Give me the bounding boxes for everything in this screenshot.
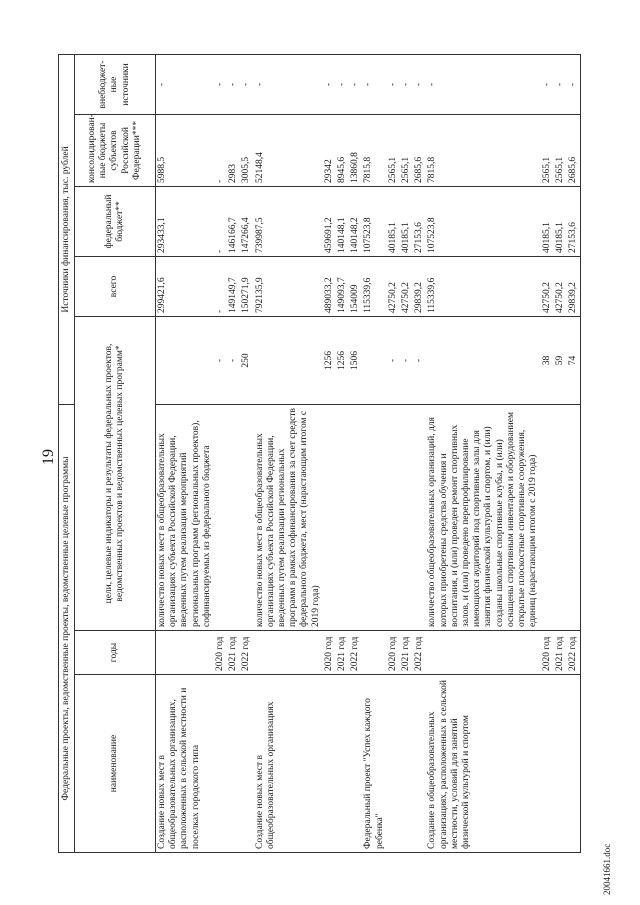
row-indicator-value xyxy=(426,316,540,404)
row-total: 489033,2 xyxy=(323,256,336,316)
row-federal: 40185,1 xyxy=(400,186,413,256)
row-indicator-value: - xyxy=(387,316,400,404)
row-goal xyxy=(214,404,227,630)
row-consolidated: 7815,8 xyxy=(426,114,540,186)
row-goal: количество общеобразовательных организаций, для которых приобретены средства обучения и воспитания, и (или) проведен ремонт спортивных залов, и (или) проведено перепрофилирование имеющихся аудиторий под спортивные залы для занятия физической культурой и спортом, и (или) созданы школьные спортивные клубы, и (или) оснащены спортивным инвентарем и оборудованием открытые плоскостные спортивные сооружения, единиц (нарастающим итогом с 2019 года) xyxy=(426,404,540,630)
row-total: 149149,7 xyxy=(227,256,240,316)
row-year: 2022 год xyxy=(240,631,253,675)
row-federal: 140148,2 xyxy=(349,186,362,256)
header-consolidated: консолидирован-ные бюджеты субъектов Российской Федерации*** xyxy=(75,114,156,186)
header-sources-group: Источники финансирования, тыс. рублей xyxy=(59,54,75,404)
row-name xyxy=(554,675,567,853)
row-federal: 459691,2 xyxy=(323,186,336,256)
row-extra: - xyxy=(400,54,413,114)
row-extra: - xyxy=(426,54,540,114)
row-total: 29839,2 xyxy=(413,256,426,316)
row-consolidated: 2565,1 xyxy=(387,114,400,186)
row-name xyxy=(323,675,336,853)
row-goal xyxy=(567,404,581,630)
row-extra: - xyxy=(387,54,400,114)
row-goal xyxy=(227,404,240,630)
row-year: 2022 год xyxy=(413,631,426,675)
row-goal xyxy=(349,404,362,630)
table-row xyxy=(554,54,567,852)
row-goal xyxy=(541,404,554,630)
table-row xyxy=(541,54,554,852)
row-consolidated: 2685,6 xyxy=(413,114,426,186)
row-federal: 146166,7 xyxy=(227,186,240,256)
row-name xyxy=(387,675,400,853)
row-goal: количество новых мест в общеобразовательных организациях субъекта Российской Федерации, введенных путем реализации мероприятий региональных программ (региональных проектов), софинансируемых из федерального бюджета xyxy=(156,404,215,630)
row-name xyxy=(214,675,227,853)
row-consolidated: 29342 xyxy=(323,114,336,186)
row-year: 2022 год xyxy=(349,631,362,675)
row-year xyxy=(254,631,323,675)
row-goal xyxy=(413,404,426,630)
row-indicator-value: 1256 xyxy=(323,316,336,404)
row-consolidated: 5988,5 xyxy=(156,114,215,186)
table-row xyxy=(400,54,413,852)
row-indicator-value xyxy=(254,316,323,404)
table-row xyxy=(426,54,540,852)
row-extra: - xyxy=(413,54,426,114)
row-total: - xyxy=(214,256,227,316)
row-goal xyxy=(400,404,413,630)
row-year: 2021 год xyxy=(400,631,413,675)
row-federal: 27153,6 xyxy=(413,186,426,256)
header-total: всего xyxy=(75,256,156,316)
row-extra: - xyxy=(323,54,336,114)
row-total: 42750,2 xyxy=(387,256,400,316)
table-row xyxy=(214,54,227,852)
row-total: 29839,2 xyxy=(567,256,581,316)
header-years: годы xyxy=(75,631,156,675)
row-total: 792135,9 xyxy=(254,256,323,316)
row-total: 115339,6 xyxy=(426,256,540,316)
row-year: 2020 год xyxy=(323,631,336,675)
row-year xyxy=(426,631,540,675)
row-year xyxy=(156,631,215,675)
row-year: 2021 год xyxy=(227,631,240,675)
row-extra: - xyxy=(254,54,323,114)
row-indicator-value: 1256 xyxy=(336,316,349,404)
row-consolidated: 7815,8 xyxy=(362,114,386,186)
row-year: 2022 год xyxy=(567,631,581,675)
row-goal xyxy=(323,404,336,630)
table-row xyxy=(387,54,400,852)
row-total: 42750,2 xyxy=(541,256,554,316)
row-extra: - xyxy=(240,54,253,114)
row-indicator-value xyxy=(156,316,215,404)
row-federal: 293433,1 xyxy=(156,186,215,256)
row-extra: - xyxy=(227,54,240,114)
row-name xyxy=(240,675,253,853)
row-federal: 40185,1 xyxy=(554,186,567,256)
row-total: 150271,9 xyxy=(240,256,253,316)
table-row xyxy=(567,54,581,852)
row-consolidated: 13860,8 xyxy=(349,114,362,186)
header-federal: федеральный бюджет** xyxy=(75,186,156,256)
row-goal xyxy=(554,404,567,630)
row-year: 2021 год xyxy=(336,631,349,675)
row-total: 115339,6 xyxy=(362,256,386,316)
row-total: 299421,6 xyxy=(156,256,215,316)
row-year: 2020 год xyxy=(541,631,554,675)
row-extra: - xyxy=(567,54,581,114)
table-row xyxy=(254,54,323,852)
row-indicator-value: 250 xyxy=(240,316,253,404)
row-consolidated: 8945,6 xyxy=(336,114,349,186)
row-year xyxy=(362,631,386,675)
row-federal: 40185,1 xyxy=(541,186,554,256)
table-row xyxy=(240,54,253,852)
row-extra: - xyxy=(349,54,362,114)
row-total: 149093,7 xyxy=(336,256,349,316)
row-total: 154009 xyxy=(349,256,362,316)
row-year: 2020 год xyxy=(387,631,400,675)
row-name: Создание новых мест в общеобразовательных организациях, расположенных в сельской местности и поселках городского типа xyxy=(156,675,215,853)
row-consolidated: 2685,6 xyxy=(567,114,581,186)
header-goals: цели, целевые индикаторы и результаты федеральных проектов, ведомственных проектов и ведомственных целевых программ* xyxy=(75,316,156,630)
page-number: 19 xyxy=(40,449,57,465)
row-consolidated: 2565,1 xyxy=(554,114,567,186)
row-name xyxy=(541,675,554,853)
row-extra: - xyxy=(214,54,227,114)
row-name: Федеральный проект "Успех каждого ребенка" xyxy=(362,675,386,853)
row-extra: - xyxy=(336,54,349,114)
row-total: 42750,2 xyxy=(400,256,413,316)
table-row xyxy=(362,54,386,852)
row-federal: - xyxy=(214,186,227,256)
header-extra: внебюджет-ные источники xyxy=(75,54,156,114)
row-extra: - xyxy=(541,54,554,114)
row-federal: 140148,1 xyxy=(336,186,349,256)
row-indicator-value: - xyxy=(214,316,227,404)
table-row xyxy=(156,54,215,852)
row-indicator-value: - xyxy=(413,316,426,404)
row-federal: 107523,8 xyxy=(362,186,386,256)
table-row xyxy=(323,54,336,852)
row-extra: - xyxy=(554,54,567,114)
table-row xyxy=(336,54,349,852)
row-indicator-value xyxy=(362,316,386,404)
header-name: наименование xyxy=(75,675,156,853)
row-indicator-value: 1506 xyxy=(349,316,362,404)
row-indicator-value: 38 xyxy=(541,316,554,404)
row-goal xyxy=(336,404,349,630)
row-extra: - xyxy=(156,54,215,114)
row-name xyxy=(349,675,362,853)
row-name xyxy=(400,675,413,853)
row-year: 2021 год xyxy=(554,631,567,675)
row-consolidated: - xyxy=(214,114,227,186)
row-name xyxy=(413,675,426,853)
row-name xyxy=(227,675,240,853)
row-federal: 27153,6 xyxy=(567,186,581,256)
row-extra: - xyxy=(362,54,386,114)
row-consolidated: 3005,5 xyxy=(240,114,253,186)
table-body xyxy=(156,54,581,852)
financing-table xyxy=(58,54,581,853)
row-indicator-value: - xyxy=(227,316,240,404)
row-year: 2020 год xyxy=(214,631,227,675)
row-name: Создание новых мест в общеобразовательных организациях xyxy=(254,675,323,853)
table-row xyxy=(227,54,240,852)
row-consolidated: 2565,1 xyxy=(541,114,554,186)
row-name xyxy=(567,675,581,853)
row-goal xyxy=(362,404,386,630)
row-name xyxy=(336,675,349,853)
row-goal xyxy=(387,404,400,630)
row-consolidated: 52148,4 xyxy=(254,114,323,186)
row-federal: 107523,8 xyxy=(426,186,540,256)
table-row xyxy=(413,54,426,852)
table-row xyxy=(349,54,362,852)
row-goal: количество новых мест в общеобразовательных организациях субъекта Российской Федерации, введенных путем реализации региональных программ в рамках софинансирования за счет средств федерального бюджета, мест (нарастающим итогом с 2019 года) xyxy=(254,404,323,630)
row-goal xyxy=(240,404,253,630)
row-federal: 739987,5 xyxy=(254,186,323,256)
row-total: 42750,2 xyxy=(554,256,567,316)
row-indicator-value: - xyxy=(400,316,413,404)
footer-filename: 20041661.doc xyxy=(602,843,612,895)
row-indicator-value: 74 xyxy=(567,316,581,404)
header-projects-group: Федеральные проекты, ведомственные проекты, ведомственные целевые программы xyxy=(59,404,75,852)
row-federal: 147266,4 xyxy=(240,186,253,256)
row-name: Создание в общеобразовательных организациях, расположенных в сельской местности, условий для занятий физической культурой и спортом xyxy=(426,675,540,853)
row-consolidated: 2565,1 xyxy=(400,114,413,186)
row-consolidated: 2983 xyxy=(227,114,240,186)
row-federal: 40185,1 xyxy=(387,186,400,256)
row-indicator-value: 59 xyxy=(554,316,567,404)
